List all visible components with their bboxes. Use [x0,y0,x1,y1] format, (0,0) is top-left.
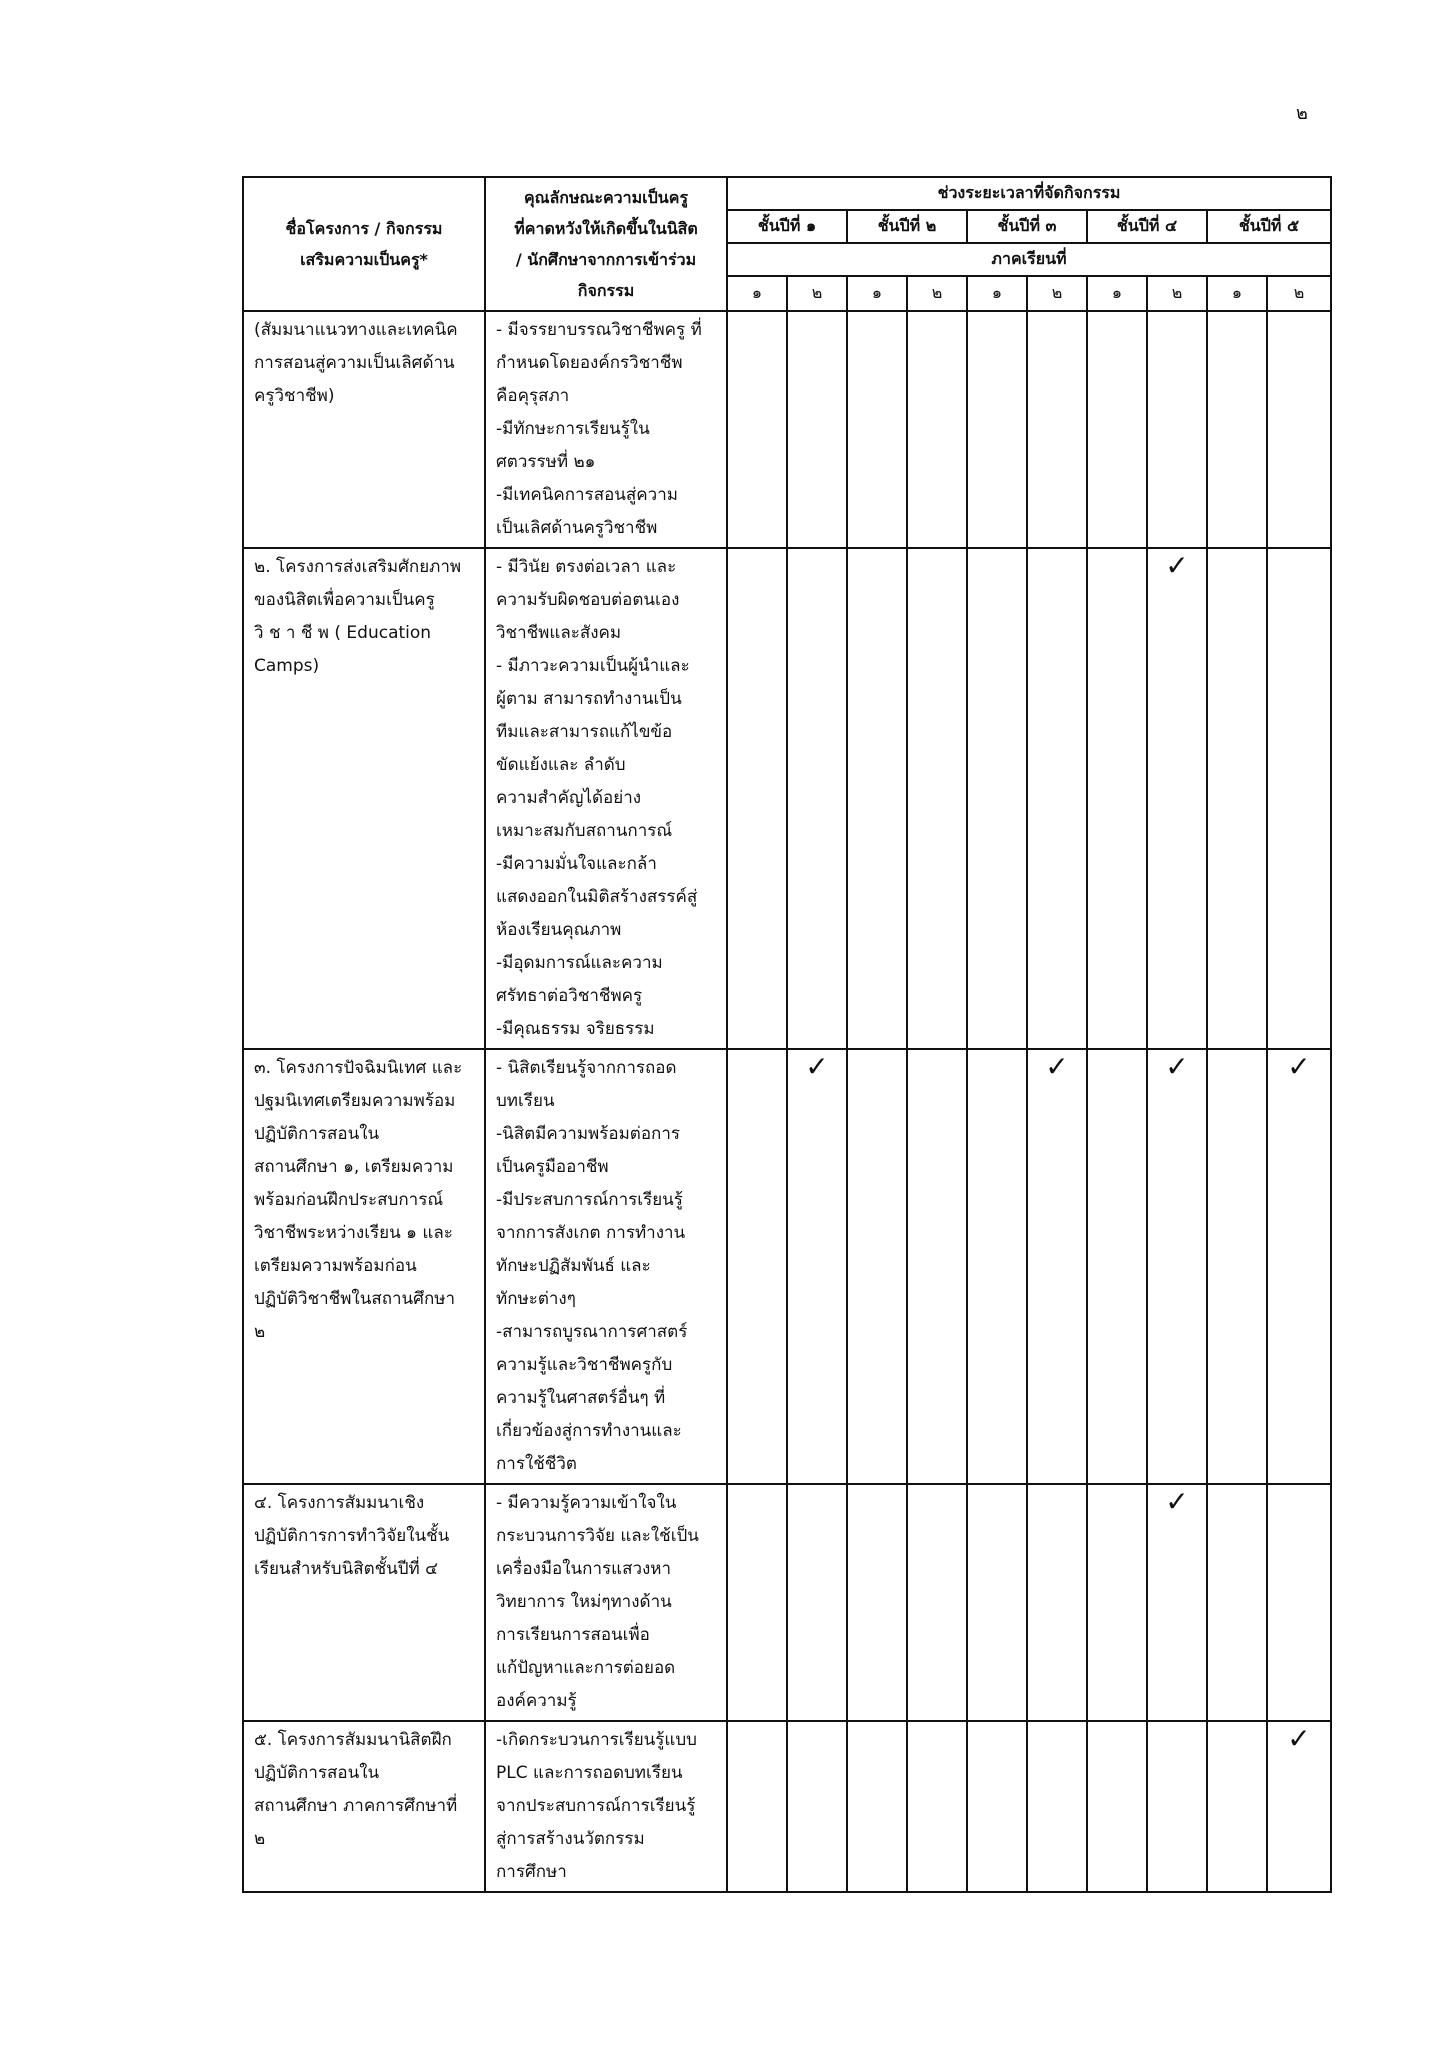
trait-line: -มีประสบการณ์การเรียนรู้ [496,1190,683,1210]
term-cell [1087,1484,1147,1721]
project-name-cell [243,548,485,1049]
term-cell [967,1484,1027,1721]
trait-line: แก้ปัญหาและการต่อยอด [496,1658,676,1678]
trait-line: เป็นครูมืออาชีพ [496,1157,609,1177]
term-cell [1027,1049,1087,1484]
term-cell [1087,1049,1147,1484]
trait-line: วิชาชีพและสังคม [496,623,622,643]
header-term: ๒ [1027,276,1087,311]
term-cell [727,1721,787,1892]
term-cell [1147,1484,1207,1721]
project-name-cell [243,311,485,548]
header-term: ๒ [907,276,967,311]
trait-line: ความรับผิดชอบต่อตนเอง [496,590,680,610]
project-name-line: ๒ [254,1829,266,1849]
header-year-3: ชั้นปีที่ ๓ [967,210,1087,243]
project-name-line: ปฏิบัติวิชาชีพในสถานศึกษา [254,1289,456,1309]
term-cell [1207,548,1267,1049]
trait-line: ความสำคัญได้อย่าง [496,788,642,808]
trait-line: บทเรียน [496,1091,555,1111]
term-cell [967,1049,1027,1484]
project-name-line: ๔. โครงการสัมมนาเชิง [254,1493,425,1513]
project-name-line: เรียนสำหรับนิสิตชั้นปีที่ ๔ [254,1559,439,1579]
trait-line: เหมาะสมกับสถานการณ์ [496,821,673,841]
table-row [243,1721,1331,1892]
term-cell [1027,311,1087,548]
project-name-line: ๒ [254,1322,266,1342]
header-term: ๒ [1267,276,1331,311]
traits-cell [485,1484,727,1721]
header-year-5: ชั้นปีที่ ๕ [1207,210,1331,243]
project-name-line: ปฏิบัติการสอนใน [254,1124,380,1144]
term-cell [847,1049,907,1484]
term-cell [907,548,967,1049]
term-cell [907,311,967,548]
term-cell [1087,1721,1147,1892]
project-name-line: เตรียมความพร้อมก่อน [254,1256,417,1276]
trait-line: ห้องเรียนคุณภาพ [496,920,622,940]
project-name-line: วิชาชีพระหว่างเรียน ๑ และ [254,1223,453,1243]
term-cell [1027,1721,1087,1892]
trait-line: - มีจรรยาบรรณวิชาชีพครู ที่ [496,320,702,340]
header-period: ช่วงระยะเวลาที่จัดกิจกรรม [727,177,1331,210]
header-traits-line-3: / นักศึกษาจากการเข้าร่วม [515,250,697,269]
term-cell [967,1721,1027,1892]
trait-line: เป็นเลิศด้านครูวิชาชีพ [496,518,658,538]
term-cell [967,548,1027,1049]
header-year-1: ชั้นปีที่ ๑ [727,210,847,243]
term-cell [1027,548,1087,1049]
trait-line: -นิสิตมีความพร้อมต่อการ [496,1124,681,1144]
header-term: ๑ [727,276,787,311]
header-traits [485,177,727,311]
trait-line: ทักษะต่างๆ [496,1289,576,1309]
trait-line: เกี่ยวข้องสู่การทำงานและ [496,1421,682,1441]
term-cell [907,1049,967,1484]
trait-line: -มีคุณธรรม จริยธรรม [496,1019,655,1039]
term-cell [1207,1721,1267,1892]
header-term: ๑ [1087,276,1147,311]
project-name-line: ปฏิบัติการสอนใน [254,1763,380,1783]
term-cell [727,311,787,548]
trait-line: -มีความมั่นใจและกล้า [496,854,657,874]
trait-line: เครื่องมือในการแสวงหา [496,1559,672,1579]
term-cell [787,548,847,1049]
trait-line: จากการสังเกต การทำงาน [496,1223,686,1243]
term-cell [1267,311,1331,548]
term-cell [1267,1484,1331,1721]
traits-cell [485,1721,727,1892]
header-project-line-1: ชื่อโครงการ / กิจกรรม [285,219,443,238]
checkmark-icon: ✓ [1165,1050,1189,1083]
header-project [243,177,485,311]
trait-line: PLC และการถอดบทเรียน [496,1763,683,1783]
trait-line: -มีเทคนิคการสอนสู่ความ [496,485,678,505]
term-cell [907,1721,967,1892]
term-cell [1147,311,1207,548]
term-cell [1207,1049,1267,1484]
header-term: ๑ [847,276,907,311]
trait-line: - มีความรู้ความเข้าใจใน [496,1493,677,1513]
trait-line: ทีมและสามารถแก้ไขข้อ [496,722,673,742]
activity-schedule-table [242,176,1332,1893]
trait-line: -เกิดกระบวนการเรียนรู้แบบ [496,1730,697,1750]
traits-cell [485,548,727,1049]
term-cell [1207,1484,1267,1721]
trait-line: - นิสิตเรียนรู้จากการถอด [496,1058,677,1078]
trait-line: -มีทักษะการเรียนรู้ใน [496,419,650,439]
term-cell [1147,1721,1207,1892]
checkmark-icon: ✓ [1165,1485,1189,1518]
checkmark-icon: ✓ [1165,549,1189,582]
project-name-line: ปฐมนิเทศเตรียมความพร้อม [254,1091,456,1111]
project-name-line: วิ ช า ชี พ ( Education [254,623,432,643]
table-row [243,1049,1331,1484]
term-cell [907,1484,967,1721]
trait-line: ทักษะปฏิสัมพันธ์ และ [496,1256,651,1276]
checkmark-icon: ✓ [1287,1722,1311,1755]
term-cell [1267,1049,1331,1484]
term-cell [787,1049,847,1484]
header-project-line-2: เสริมความเป็นครู* [300,250,428,269]
project-name-line: Camps) [254,656,320,676]
trait-line: -มีอุดมการณ์และความ [496,953,663,973]
term-cell [727,1484,787,1721]
table-row [243,1484,1331,1721]
header-year-4: ชั้นปีที่ ๔ [1087,210,1207,243]
project-name-line: สถานศึกษา ๑, เตรียมความ [254,1157,454,1177]
header-term: ๑ [1207,276,1267,311]
header-year-2: ชั้นปีที่ ๒ [847,210,967,243]
trait-line: ผู้ตาม สามารถทำงานเป็น [496,689,682,709]
table-row [243,311,1331,548]
term-cell [1267,548,1331,1049]
term-cell [847,1484,907,1721]
trait-line: การใช้ชีวิต [496,1454,577,1474]
trait-line: กำหนดโดยองค์กรวิชาชีพ [496,353,683,373]
project-name-line: ๕. โครงการสัมมนานิสิตฝึก [254,1730,452,1750]
trait-line: ความรู้และวิชาชีพครูกับ [496,1355,673,1375]
trait-line: -สามารถบูรณาการศาสตร์ [496,1322,688,1342]
trait-line: - มีภาวะความเป็นผู้นำและ [496,656,690,676]
header-traits-line-1: คุณลักษณะความเป็นครู [523,188,689,207]
trait-line: ความรู้ในศาสตร์อื่นๆ ที่ [496,1388,666,1408]
project-name-line: ปฏิบัติการการทำวิจัยในชั้น [254,1526,450,1546]
header-term-title: ภาคเรียนที่ [727,243,1331,276]
project-name-line: ๓. โครงการปัจฉิมนิเทศ และ [254,1058,463,1078]
term-cell [1027,1484,1087,1721]
trait-line: กระบวนการวิจัย และใช้เป็น [496,1526,699,1546]
term-cell [787,311,847,548]
checkmark-icon: ✓ [805,1050,829,1083]
term-cell [1147,1049,1207,1484]
project-name-line: ของนิสิตเพื่อความเป็นครู [254,590,435,610]
table-row [243,548,1331,1049]
checkmark-icon: ✓ [1045,1050,1069,1083]
header-term: ๒ [1147,276,1207,311]
term-cell [847,1721,907,1892]
trait-line: สู่การสร้างนวัตกรรม [496,1829,645,1849]
term-cell [1087,311,1147,548]
trait-line: ขัดแย้งและ ลำดับ [496,755,626,775]
trait-line: การเรียนการสอนเพื่อ [496,1625,650,1645]
trait-line: แสดงออกในมิติสร้างสรรค์สู่ [496,887,698,907]
page-number: ๒ [1296,103,1308,124]
term-cell [727,548,787,1049]
term-cell [787,1484,847,1721]
project-name-cell [243,1484,485,1721]
header-term: ๑ [967,276,1027,311]
header-traits-line-4: กิจกรรม [577,281,635,300]
header-term: ๒ [787,276,847,311]
term-cell [967,311,1027,548]
table-body [243,311,1331,1892]
term-cell [847,548,907,1049]
trait-line: ศรัทธาต่อวิชาชีพครู [496,986,643,1006]
trait-line: จากประสบการณ์การเรียนรู้ [496,1796,696,1816]
header-traits-line-2: ที่คาดหวังให้เกิดขึ้นในนิสิต [514,219,698,238]
project-name-line: พร้อมก่อนฝึกประสบการณ์ [254,1190,444,1210]
trait-line: ศตวรรษที่ ๒๑ [496,452,596,472]
project-name-line: ๒. โครงการส่งเสริมศักยภาพ [254,557,462,577]
trait-line: การศึกษา [496,1862,567,1882]
project-name-line: (สัมมนาแนวทางและเทคนิค [254,320,458,340]
traits-cell [485,1049,727,1484]
term-cell [1207,311,1267,548]
term-cell [1087,548,1147,1049]
term-cell [847,311,907,548]
term-cell [1147,548,1207,1049]
project-name-line: การสอนสู่ความเป็นเลิศด้าน [254,353,455,373]
trait-line: คือคุรุสภา [496,386,570,406]
checkmark-icon: ✓ [1287,1050,1311,1083]
project-name-line: ครูวิชาชีพ) [254,386,335,406]
trait-line: องค์ความรู้ [496,1691,577,1711]
term-cell [787,1721,847,1892]
term-cell [1267,1721,1331,1892]
trait-line: - มีวินัย ตรงต่อเวลา และ [496,557,677,577]
project-name-cell [243,1721,485,1892]
traits-cell [485,311,727,548]
project-name-line: สถานศึกษา ภาคการศึกษาที่ [254,1796,458,1816]
trait-line: วิทยาการ ใหม่ๆทางด้าน [496,1592,672,1612]
project-name-cell [243,1049,485,1484]
term-cell [727,1049,787,1484]
